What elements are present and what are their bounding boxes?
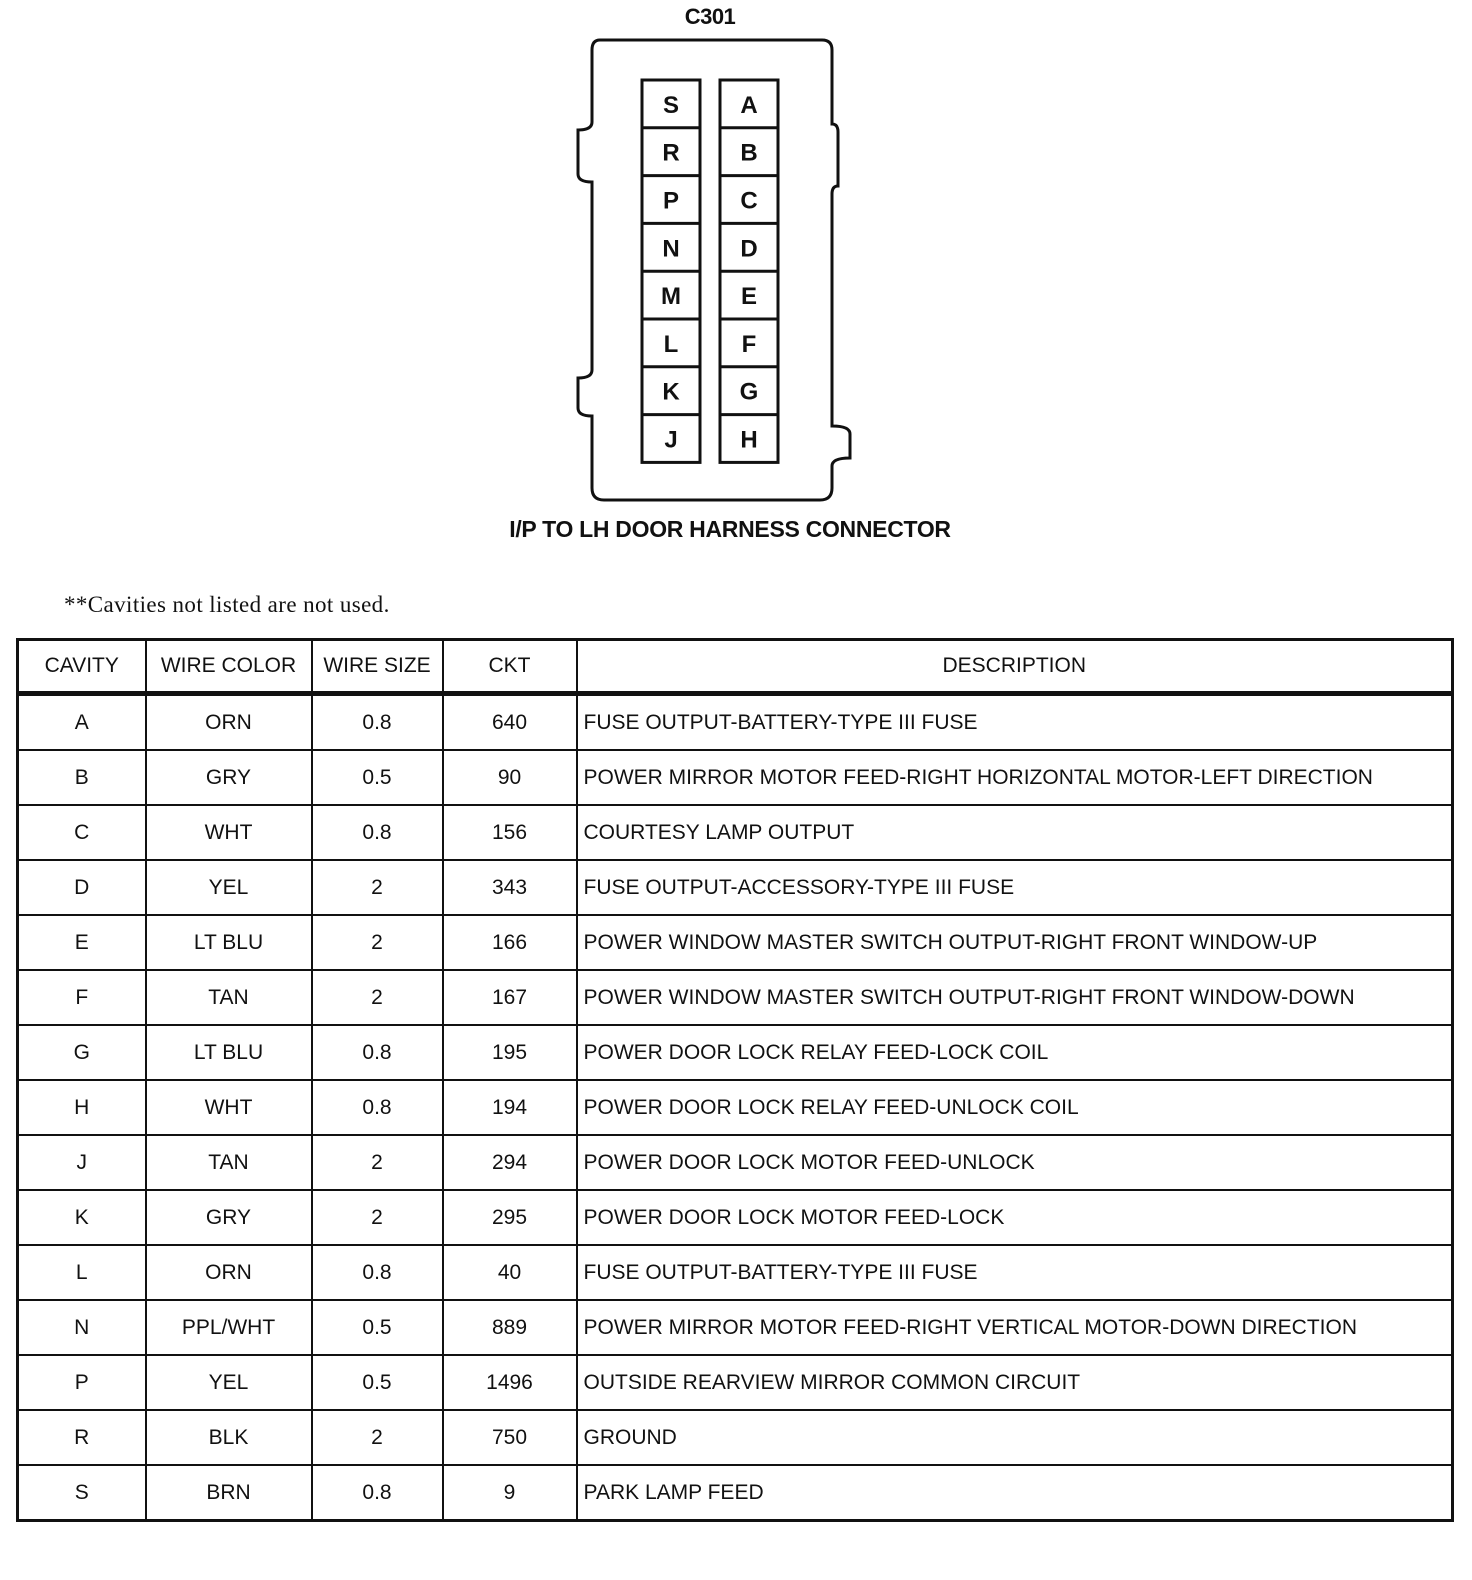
cavity-cell: L — [18, 1245, 146, 1300]
cavity-label: N — [662, 235, 680, 263]
table-row — [18, 1135, 1453, 1190]
table-row — [18, 1300, 1453, 1355]
wire-size-cell: 0.8 — [312, 1080, 443, 1135]
ckt-cell: 343 — [443, 860, 577, 915]
connector-id: C301 — [684, 4, 736, 29]
description-cell: FUSE OUTPUT-BATTERY-TYPE III FUSE — [577, 1245, 1453, 1300]
wire-size-cell: 0.8 — [312, 1465, 443, 1521]
ckt-cell: 294 — [443, 1135, 577, 1190]
cavity-cell: A — [18, 694, 146, 751]
cavity-label: E — [740, 283, 758, 311]
wire-color-cell: YEL — [146, 860, 312, 915]
table-row — [18, 750, 1453, 805]
cavity-cell: S — [18, 1465, 146, 1521]
header-description: DESCRIPTION — [577, 640, 1453, 694]
wire-color-cell: WHT — [146, 1080, 312, 1135]
cavity-label: F — [741, 330, 757, 358]
wire-color-cell: PPL/WHT — [146, 1300, 312, 1355]
table-row — [18, 1080, 1453, 1135]
cavity-cell: K — [18, 1190, 146, 1245]
description-cell: OUTSIDE REARVIEW MIRROR COMMON CIRCUIT — [577, 1355, 1453, 1410]
cavity-cell: J — [18, 1135, 146, 1190]
cavity-label: A — [740, 91, 758, 119]
wire-color-cell: BRN — [146, 1465, 312, 1521]
cavity-cell: G — [18, 1025, 146, 1080]
cavity-label: B — [740, 139, 758, 167]
table-row — [18, 1190, 1453, 1245]
header-ckt: CKT — [443, 640, 577, 694]
description-cell: GROUND — [577, 1410, 1453, 1465]
header-wire-size: WIRE SIZE — [312, 640, 443, 694]
cavity-cell: D — [18, 860, 146, 915]
cavity-cell: N — [18, 1300, 146, 1355]
unused-cavities-note: **Cavities not listed are not used. — [64, 592, 390, 617]
ckt-cell: 195 — [443, 1025, 577, 1080]
header-wire-color: WIRE COLOR — [146, 640, 312, 694]
table-row — [18, 1245, 1453, 1300]
cavity-cell: R — [18, 1410, 146, 1465]
ckt-cell: 9 — [443, 1465, 577, 1521]
connector-housing — [578, 40, 850, 500]
description-cell: POWER DOOR LOCK MOTOR FEED-LOCK — [577, 1190, 1453, 1245]
ckt-cell: 640 — [443, 694, 577, 751]
description-cell: POWER MIRROR MOTOR FEED-RIGHT HORIZONTAL MOTOR-LEFT DIRECTION — [577, 750, 1453, 805]
cavity-label: J — [664, 426, 678, 454]
description-cell: FUSE OUTPUT-BATTERY-TYPE III FUSE — [577, 694, 1453, 751]
table-row — [18, 805, 1453, 860]
wire-color-cell: LT BLU — [146, 915, 312, 970]
table-row — [18, 694, 1453, 751]
ckt-cell: 889 — [443, 1300, 577, 1355]
cavity-label: S — [662, 91, 680, 119]
cavity-cell: E — [18, 915, 146, 970]
wire-color-cell: GRY — [146, 750, 312, 805]
cavity-label: K — [662, 378, 680, 406]
cavity-label: G — [739, 378, 759, 406]
cavity-label: H — [740, 426, 758, 454]
ckt-cell: 156 — [443, 805, 577, 860]
connector-diagram — [0, 0, 1472, 560]
table-header-row — [18, 640, 1453, 694]
cavity-cell: C — [18, 805, 146, 860]
wire-size-cell: 0.8 — [312, 805, 443, 860]
description-cell: POWER WINDOW MASTER SWITCH OUTPUT-RIGHT FRONT WINDOW-DOWN — [577, 970, 1453, 1025]
wire-size-cell: 0.5 — [312, 1355, 443, 1410]
ckt-cell: 1496 — [443, 1355, 577, 1410]
description-cell: FUSE OUTPUT-ACCESSORY-TYPE III FUSE — [577, 860, 1453, 915]
table-row — [18, 1355, 1453, 1410]
wire-size-cell: 2 — [312, 1135, 443, 1190]
connector-drawing — [0, 0, 1472, 560]
table-row — [18, 860, 1453, 915]
wire-size-cell: 0.5 — [312, 1300, 443, 1355]
wire-size-cell: 0.8 — [312, 1245, 443, 1300]
wire-size-cell: 2 — [312, 970, 443, 1025]
table-row — [18, 970, 1453, 1025]
wire-color-cell: GRY — [146, 1190, 312, 1245]
ckt-cell: 166 — [443, 915, 577, 970]
ckt-cell: 167 — [443, 970, 577, 1025]
table-row — [18, 1025, 1453, 1080]
wire-size-cell: 0.5 — [312, 750, 443, 805]
cavity-label: R — [662, 139, 680, 167]
wire-size-cell: 0.8 — [312, 1025, 443, 1080]
wire-color-cell: TAN — [146, 970, 312, 1025]
description-cell: PARK LAMP FEED — [577, 1465, 1453, 1521]
table-row — [18, 1465, 1453, 1521]
table-row — [18, 1410, 1453, 1465]
wire-size-cell: 2 — [312, 1410, 443, 1465]
cavity-label: C — [740, 187, 758, 215]
pinout-table — [16, 638, 1454, 1522]
cavity-cell: B — [18, 750, 146, 805]
ckt-cell: 40 — [443, 1245, 577, 1300]
description-cell: POWER MIRROR MOTOR FEED-RIGHT VERTICAL MOTOR-DOWN DIRECTION — [577, 1300, 1453, 1355]
description-cell: POWER WINDOW MASTER SWITCH OUTPUT-RIGHT FRONT WINDOW-UP — [577, 915, 1453, 970]
cavity-label: P — [662, 187, 680, 215]
description-cell: POWER DOOR LOCK RELAY FEED-UNLOCK COIL — [577, 1080, 1453, 1135]
table-row — [18, 915, 1453, 970]
wire-size-cell: 2 — [312, 1190, 443, 1245]
wire-color-cell: ORN — [146, 1245, 312, 1300]
connector-caption: I/P TO LH DOOR HARNESS CONNECTOR — [509, 516, 951, 542]
wire-color-cell: WHT — [146, 805, 312, 860]
header-cavity: CAVITY — [18, 640, 146, 694]
description-cell: POWER DOOR LOCK MOTOR FEED-UNLOCK — [577, 1135, 1453, 1190]
description-cell: COURTESY LAMP OUTPUT — [577, 805, 1453, 860]
cavity-label: M — [661, 283, 681, 311]
wire-color-cell: LT BLU — [146, 1025, 312, 1080]
cavity-cell: H — [18, 1080, 146, 1135]
cavity-cell: P — [18, 1355, 146, 1410]
ckt-cell: 750 — [443, 1410, 577, 1465]
wire-size-cell: 0.8 — [312, 694, 443, 751]
wire-color-cell: YEL — [146, 1355, 312, 1410]
wire-color-cell: TAN — [146, 1135, 312, 1190]
wire-size-cell: 2 — [312, 915, 443, 970]
wire-size-cell: 2 — [312, 860, 443, 915]
ckt-cell: 90 — [443, 750, 577, 805]
cavity-label: D — [740, 235, 758, 263]
wire-color-cell: ORN — [146, 694, 312, 751]
description-cell: POWER DOOR LOCK RELAY FEED-LOCK COIL — [577, 1025, 1453, 1080]
cavity-label: L — [663, 330, 679, 358]
wire-color-cell: BLK — [146, 1410, 312, 1465]
ckt-cell: 295 — [443, 1190, 577, 1245]
ckt-cell: 194 — [443, 1080, 577, 1135]
cavity-cell: F — [18, 970, 146, 1025]
